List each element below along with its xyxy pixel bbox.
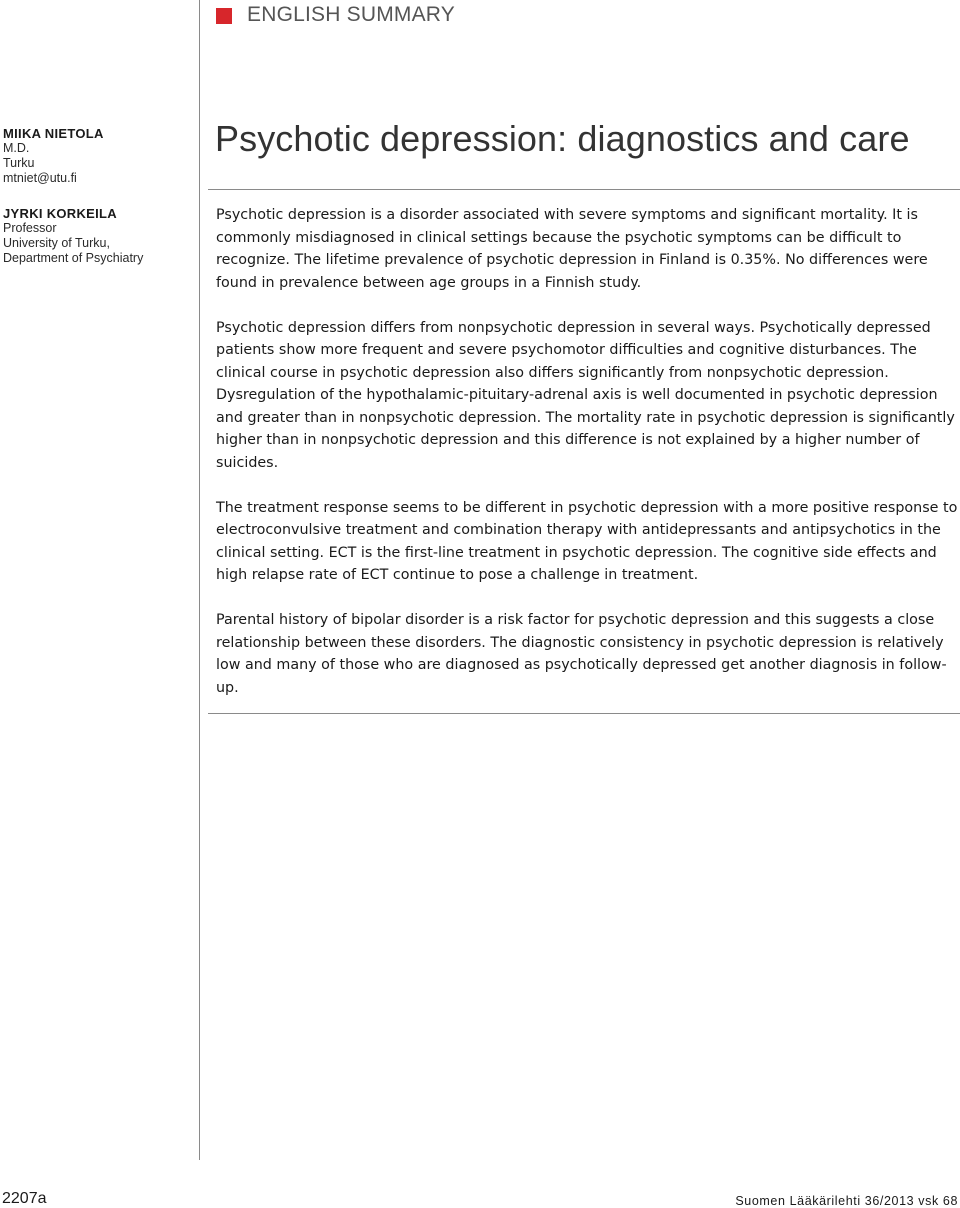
paragraph: Psychotic depression differs from nonpsychotic depression in several ways. Psychotically depressed patients show more frequent and severe psychomotor difficulties and cognitive disturbances. The clinical course in psychotic depression also differs significantly from nonpsychotic depression. Dysregulation of the hypothalamic-pituitary-adrenal axis is well documented in psychotic depression and greater than in nonpsychotic depression. The mortality rate in psychotic depression is significantly higher than in nonpsychotic depression and this difference is not explained by a higher number of suicides.	[216, 319, 955, 471]
page-number: 2207a	[2, 1190, 47, 1207]
author-degree: M.D.	[3, 141, 30, 155]
paragraph: The treatment response seems to be different in psychotic depression with a more positive response to electroconvulsive treatment and combination therapy with antidepressants and antipsychotics in the clinical setting. ECT is the first-line treatment in psychotic depression. The cognitive side effects and high relapse rate of ECT continue to pose a challenge in treatment.	[216, 499, 958, 583]
paragraph: Parental history of bipolar disorder is a risk factor for psychotic depression and this suggests a close relationship between these disorders. The diagnostic consistency in psychotic depression is relatively low and many of those who are diagnosed as psychotically depressed get another diagnosis in follow-up.	[216, 612, 947, 696]
author-column	[3, 126, 193, 266]
section-header	[216, 0, 455, 30]
author-location: Turku	[3, 156, 35, 170]
author-email: mtniet@utu.fi	[3, 171, 77, 185]
author-name: MIIKA NIETOLA	[3, 126, 104, 141]
author-2	[3, 206, 193, 266]
author-affiliation: University of Turku,	[3, 236, 110, 250]
vertical-rule	[199, 0, 200, 1160]
author-name: JYRKI KORKEILA	[3, 206, 117, 221]
author-position: Professor	[3, 221, 57, 235]
paragraph: Psychotic depression is a disorder associated with severe symptoms and significant mortality. It is commonly misdiagnosed in clinical settings because the psychotic symptoms can be difficult to recognize. The lifetime prevalence of psychotic depression in Finland is 0.35%. No differences were found in prevalence between age groups in a Finnish study.	[216, 207, 928, 291]
page-title: Psychotic depression: diagnostics and care	[215, 118, 910, 159]
journal-info: Suomen Lääkärilehti 36/2013 vsk 68	[735, 1194, 958, 1208]
section-label: ENGLISH SUMMARY	[247, 3, 455, 26]
title-divider	[208, 189, 960, 190]
author-department: Department of Psychiatry	[3, 251, 144, 265]
author-1	[3, 126, 193, 186]
body-divider	[208, 713, 960, 714]
summary-body	[216, 204, 958, 722]
red-square-icon	[216, 8, 232, 24]
